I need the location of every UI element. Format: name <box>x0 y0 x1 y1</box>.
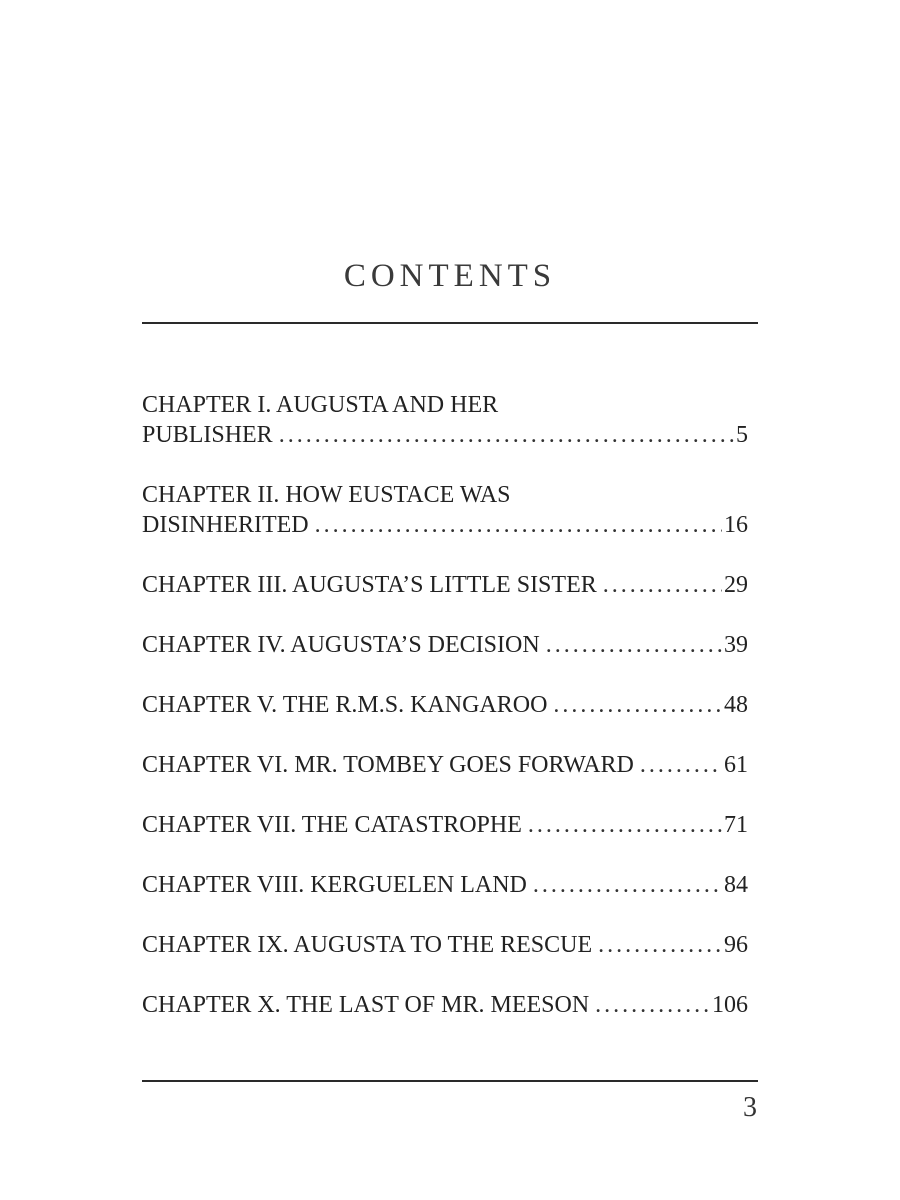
toc-entry-title-line-1: CHAPTER II. HOW EUSTACE WAS <box>142 482 511 508</box>
toc-entry-title: CHAPTER VII. THE CATASTROPHE <box>142 812 522 838</box>
toc-entry-page: 5 <box>736 422 748 448</box>
toc-entry-title: PUBLISHER <box>142 422 273 448</box>
toc-entry-title: CHAPTER V. THE R.M.S. KANGAROO <box>142 692 548 718</box>
dot-leader <box>533 870 722 900</box>
toc-entry-page: 61 <box>724 752 748 778</box>
dot-leader <box>553 690 722 720</box>
dot-leader <box>595 990 710 1020</box>
toc-entry-page: 71 <box>724 812 748 838</box>
toc-entry-chapter-2[interactable] <box>142 480 748 540</box>
toc-entry-page: 96 <box>724 932 748 958</box>
dot-leader <box>640 750 722 780</box>
dot-leader <box>546 630 722 660</box>
toc-entry-title: CHAPTER III. AUGUSTA’S LITTLE SISTER <box>142 572 597 598</box>
toc-entry-title: CHAPTER IX. AUGUSTA TO THE RESCUE <box>142 932 593 958</box>
toc-entry-title: CHAPTER X. THE LAST OF MR. MEESON <box>142 992 590 1018</box>
toc-entry-chapter-4[interactable] <box>142 630 748 660</box>
toc-entry-title: CHAPTER VIII. KERGUELEN LAND <box>142 872 527 898</box>
toc-entry-page: 39 <box>724 632 748 658</box>
toc-entry-chapter-6[interactable] <box>142 750 748 780</box>
table-of-contents <box>142 390 748 1050</box>
toc-entry-chapter-9[interactable] <box>142 930 748 960</box>
toc-entry-title: CHAPTER VI. MR. TOMBEY GOES FORWARD <box>142 752 634 778</box>
toc-entry-page: 29 <box>724 572 748 598</box>
toc-entry-chapter-7[interactable] <box>142 810 748 840</box>
dot-leader <box>315 510 722 540</box>
toc-entry-chapter-3[interactable] <box>142 570 748 600</box>
toc-entry-chapter-8[interactable] <box>142 870 748 900</box>
page-number: 3 <box>743 1092 757 1123</box>
top-rule <box>142 322 758 324</box>
contents-heading: CONTENTS <box>343 258 557 294</box>
toc-entry-title: DISINHERITED <box>142 512 309 538</box>
toc-entry-chapter-5[interactable] <box>142 690 748 720</box>
toc-entry-title: CHAPTER IV. AUGUSTA’S DECISION <box>142 632 540 658</box>
dot-leader <box>528 810 722 840</box>
dot-leader <box>279 420 734 450</box>
toc-entry-page: 84 <box>724 872 748 898</box>
dot-leader <box>603 570 722 600</box>
dot-leader <box>598 930 722 960</box>
toc-entry-chapter-10[interactable] <box>142 990 748 1020</box>
toc-entry-chapter-1[interactable] <box>142 390 748 450</box>
toc-entry-title-line-1: CHAPTER I. AUGUSTA AND HER <box>142 392 499 418</box>
toc-entry-page: 16 <box>724 512 748 538</box>
toc-entry-page: 48 <box>724 692 748 718</box>
bottom-rule <box>142 1080 758 1082</box>
toc-entry-page: 106 <box>712 992 748 1018</box>
